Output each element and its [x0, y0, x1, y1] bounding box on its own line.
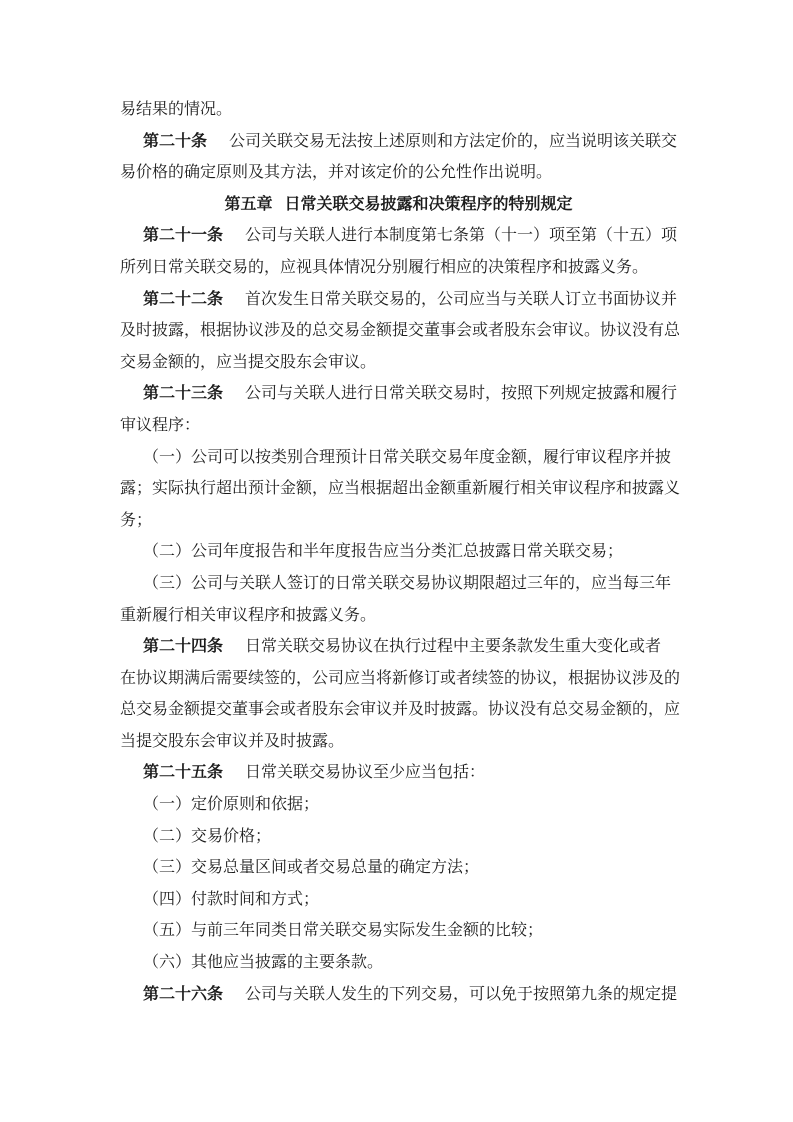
text-line: [120, 315, 681, 347]
line-text: 及时披露，根据协议涉及的总交易金额提交董事会或者股东会审议。协议没有总: [120, 322, 681, 340]
line-text: （六）其他应当披露的主要条款。: [143, 954, 384, 972]
line-text: 在协议期满后需要续签的，公司应当将新修订或者续签的协议，根据协议涉及的: [120, 669, 681, 687]
text-line: [120, 94, 677, 126]
article-number: 第二十二条: [143, 290, 224, 308]
line-text: 公司与关联人发生的下列交易，可以免于按照第九条的规定提: [245, 985, 678, 1003]
line-text: 日常关联交易协议至少应当包括：: [245, 764, 486, 782]
line-text: 所列日常关联交易的，应视具体情况分别履行相应的决策程序和披露义务。: [120, 258, 649, 276]
line-text: 日常关联交易协议在执行过程中主要条款发生重大变化或者: [245, 638, 662, 656]
article-number: 第二十三条: [143, 385, 224, 403]
line-text: 首次发生日常关联交易的，公司应当与关联人订立书面协议并: [245, 290, 678, 308]
chapter-heading: [120, 189, 677, 221]
line-text: 公司关联交易无法按上述原则和方法定价的，应当说明该关联交: [229, 132, 678, 150]
text-line: [120, 347, 677, 379]
line-text: 易价格的确定原则及其方法，并对该定价的公允性作出说明。: [120, 164, 553, 182]
text-line: [120, 663, 681, 695]
line-text: （四）付款时间和方式；: [143, 890, 320, 908]
text-line: [120, 884, 677, 916]
line-text: 审议程序：: [120, 416, 201, 434]
text-line: [120, 852, 677, 884]
document-body: [120, 94, 681, 1010]
line-text: 交易金额的，应当提交股东会审议。: [120, 353, 377, 371]
text-line: [120, 947, 677, 979]
text-line: [120, 442, 677, 474]
text-line: [120, 915, 677, 947]
line-text: （一）公司可以按类别合理预计日常关联交易年度金额，履行审议程序并披: [143, 448, 672, 466]
text-line: [120, 789, 677, 821]
line-text: （三）交易总量区间或者交易总量的确定方法；: [143, 859, 480, 877]
text-line: [120, 126, 677, 158]
text-line: [120, 505, 677, 537]
line-text: 公司与关联人进行日常关联交易时，按照下列规定披露和履行: [245, 385, 678, 403]
text-line: [120, 157, 677, 189]
line-text: 总交易金额提交董事会或者股东会审议并及时披露。协议没有总交易金额的，应: [120, 701, 681, 719]
article-number: 第二十四条: [143, 638, 224, 656]
text-line: [120, 821, 677, 853]
line-text: 公司与关联人进行本制度第七条第（十一）项至第（十五）项: [245, 227, 678, 245]
text-line: [120, 252, 677, 284]
article-number: 第二十六条: [143, 985, 224, 1003]
article-number: 第二十条: [143, 132, 208, 150]
chapter-title: 日常关联交易披露和决策程序的特别规定: [284, 195, 573, 213]
line-text: （三）公司与关联人签订的日常关联交易协议期限超过三年的，应当每三年: [143, 574, 672, 592]
text-line: [120, 378, 677, 410]
line-text: 当提交股东会审议并及时披露。: [120, 732, 345, 750]
article-number: 第二十五条: [143, 764, 224, 782]
line-text: 易结果的情况。: [120, 101, 233, 118]
text-line: [120, 631, 677, 663]
text-line: [120, 473, 681, 505]
text-line: [120, 757, 677, 789]
line-text: 重新履行相关审议程序和披露义务。: [120, 606, 377, 624]
article-number: 第二十一条: [143, 227, 224, 245]
text-line: [120, 284, 677, 316]
text-line: [120, 220, 677, 252]
line-text: （一）定价原则和依据；: [143, 796, 320, 814]
text-line: [120, 536, 677, 568]
line-text: 务；: [120, 511, 153, 529]
text-line: [120, 694, 681, 726]
text-line: [120, 979, 677, 1011]
text-line: [120, 410, 677, 442]
text-line: [120, 600, 677, 632]
line-text: （五）与前三年同类日常关联交易实际发生金额的比较；: [143, 922, 544, 940]
line-text: 露；实际执行超出预计金额，应当根据超出金额重新履行相关审议程序和披露义: [120, 480, 681, 498]
text-line: [120, 568, 677, 600]
line-text: （二）公司年度报告和半年度报告应当分类汇总披露日常关联交易；: [143, 543, 624, 561]
text-line: [120, 726, 677, 758]
chapter-number: 第五章: [224, 195, 273, 213]
line-text: （二）交易价格；: [143, 827, 272, 845]
